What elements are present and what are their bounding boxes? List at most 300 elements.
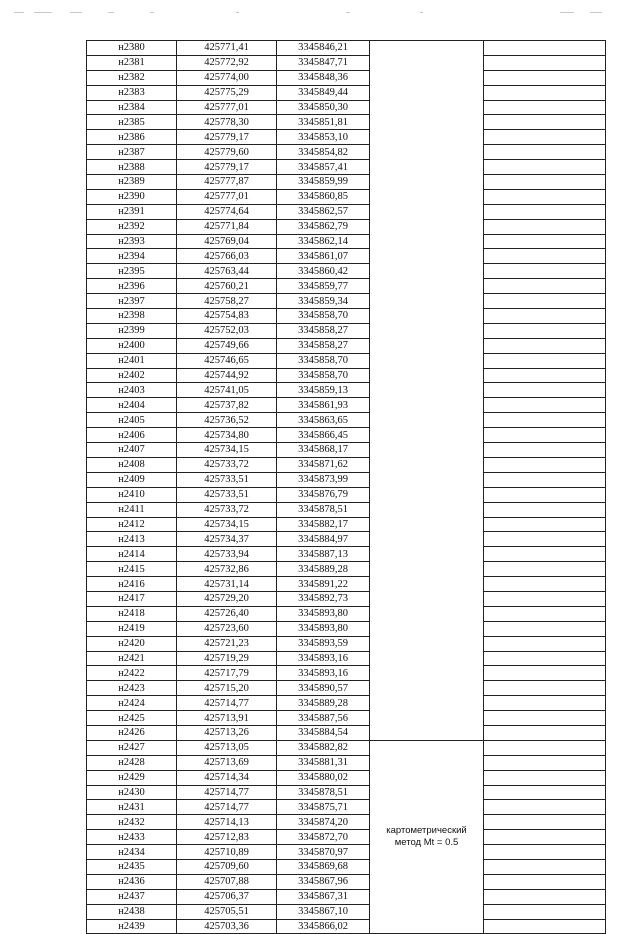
blank-cell: [484, 100, 606, 115]
y-coordinate-cell: 3345853,10: [277, 130, 370, 145]
y-coordinate-cell: 3345890,57: [277, 681, 370, 696]
point-id-cell: н2415: [87, 562, 177, 577]
x-coordinate-cell: 425774,00: [177, 70, 277, 85]
y-coordinate-cell: 3345866,45: [277, 428, 370, 443]
x-coordinate-cell: 425734,15: [177, 517, 277, 532]
table-row: [87, 606, 606, 621]
coordinates-table-body: [87, 41, 606, 934]
blank-cell: [484, 815, 606, 830]
y-coordinate-cell: 3345850,30: [277, 100, 370, 115]
blank-cell: [484, 577, 606, 592]
blank-cell: [484, 651, 606, 666]
blank-cell: [484, 845, 606, 860]
point-id-cell: н2394: [87, 249, 177, 264]
table-row: [87, 621, 606, 636]
point-id-cell: н2407: [87, 443, 177, 458]
table-row: [87, 323, 606, 338]
blank-cell: [484, 874, 606, 889]
point-id-cell: н2423: [87, 681, 177, 696]
y-coordinate-cell: 3345861,07: [277, 249, 370, 264]
point-id-cell: н2429: [87, 770, 177, 785]
blank-cell: [484, 859, 606, 874]
y-coordinate-cell: 3345878,51: [277, 502, 370, 517]
blank-cell: [484, 204, 606, 219]
blank-cell: [484, 353, 606, 368]
y-coordinate-cell: 3345884,97: [277, 532, 370, 547]
point-id-cell: н2420: [87, 636, 177, 651]
y-coordinate-cell: 3345847,71: [277, 55, 370, 70]
y-coordinate-cell: 3345854,82: [277, 145, 370, 160]
point-id-cell: н2434: [87, 845, 177, 860]
point-id-cell: н2398: [87, 309, 177, 324]
x-coordinate-cell: 425772,92: [177, 55, 277, 70]
point-id-cell: н2387: [87, 145, 177, 160]
table-row: [87, 711, 606, 726]
point-id-cell: н2399: [87, 323, 177, 338]
y-coordinate-cell: 3345893,16: [277, 666, 370, 681]
x-coordinate-cell: 425777,01: [177, 100, 277, 115]
x-coordinate-cell: 425763,44: [177, 264, 277, 279]
blank-cell: [484, 785, 606, 800]
x-coordinate-cell: 425712,83: [177, 830, 277, 845]
x-coordinate-cell: 425777,01: [177, 189, 277, 204]
y-coordinate-cell: 3345872,70: [277, 830, 370, 845]
x-coordinate-cell: 425737,82: [177, 398, 277, 413]
table-row: [87, 55, 606, 70]
table-row: [87, 845, 606, 860]
point-id-cell: н2436: [87, 874, 177, 889]
table-row: [87, 859, 606, 874]
x-coordinate-cell: 425736,52: [177, 413, 277, 428]
y-coordinate-cell: 3345893,59: [277, 636, 370, 651]
blank-cell: [484, 800, 606, 815]
point-id-cell: н2392: [87, 219, 177, 234]
point-id-cell: н2409: [87, 472, 177, 487]
point-id-cell: н2410: [87, 487, 177, 502]
blank-cell: [484, 130, 606, 145]
y-coordinate-cell: 3345860,42: [277, 264, 370, 279]
y-coordinate-cell: 3345867,10: [277, 904, 370, 919]
table-row: [87, 666, 606, 681]
blank-cell: [484, 725, 606, 740]
point-id-cell: н2438: [87, 904, 177, 919]
point-id-cell: н2388: [87, 160, 177, 175]
blank-cell: [484, 160, 606, 175]
blank-cell: [484, 249, 606, 264]
table-row: [87, 681, 606, 696]
blank-cell: [484, 234, 606, 249]
table-row: [87, 204, 606, 219]
y-coordinate-cell: 3345874,20: [277, 815, 370, 830]
x-coordinate-cell: 425741,05: [177, 383, 277, 398]
y-coordinate-cell: 3345871,62: [277, 457, 370, 472]
point-id-cell: н2380: [87, 41, 177, 56]
x-coordinate-cell: 425733,51: [177, 472, 277, 487]
table-row: [87, 189, 606, 204]
y-coordinate-cell: 3345861,93: [277, 398, 370, 413]
x-coordinate-cell: 425715,20: [177, 681, 277, 696]
x-coordinate-cell: 425749,66: [177, 338, 277, 353]
y-coordinate-cell: 3345869,68: [277, 859, 370, 874]
x-coordinate-cell: 425713,26: [177, 725, 277, 740]
blank-cell: [484, 606, 606, 621]
x-coordinate-cell: 425713,69: [177, 755, 277, 770]
table-row: [87, 874, 606, 889]
point-id-cell: н2395: [87, 264, 177, 279]
scan-artifact-strip: [0, 0, 640, 30]
table-row: [87, 294, 606, 309]
point-id-cell: н2413: [87, 532, 177, 547]
y-coordinate-cell: 3345851,81: [277, 115, 370, 130]
y-coordinate-cell: 3345862,79: [277, 219, 370, 234]
table-row: [87, 472, 606, 487]
point-id-cell: н2389: [87, 175, 177, 190]
point-id-cell: н2437: [87, 889, 177, 904]
x-coordinate-cell: 425778,30: [177, 115, 277, 130]
y-coordinate-cell: 3345882,82: [277, 740, 370, 755]
blank-cell: [484, 70, 606, 85]
y-coordinate-cell: 3345884,54: [277, 725, 370, 740]
x-coordinate-cell: 425713,91: [177, 711, 277, 726]
y-coordinate-cell: 3345857,41: [277, 160, 370, 175]
x-coordinate-cell: 425771,84: [177, 219, 277, 234]
table-row: [87, 443, 606, 458]
point-id-cell: н2381: [87, 55, 177, 70]
table-row: [87, 785, 606, 800]
point-id-cell: н2384: [87, 100, 177, 115]
x-coordinate-cell: 425714,13: [177, 815, 277, 830]
x-coordinate-cell: 425729,20: [177, 591, 277, 606]
y-coordinate-cell: 3345858,27: [277, 323, 370, 338]
y-coordinate-cell: 3345880,02: [277, 770, 370, 785]
point-id-cell: н2431: [87, 800, 177, 815]
blank-cell: [484, 189, 606, 204]
x-coordinate-cell: 425779,17: [177, 160, 277, 175]
blank-cell: [484, 145, 606, 160]
y-coordinate-cell: 3345893,80: [277, 606, 370, 621]
coordinates-table: [86, 40, 606, 934]
point-id-cell: н2414: [87, 547, 177, 562]
table-row: [87, 577, 606, 592]
y-coordinate-cell: 3345887,56: [277, 711, 370, 726]
blank-cell: [484, 621, 606, 636]
x-coordinate-cell: 425707,88: [177, 874, 277, 889]
blank-cell: [484, 55, 606, 70]
blank-cell: [484, 264, 606, 279]
method-cell: картометрический метод Mt = 0.5: [370, 740, 484, 934]
point-id-cell: н2439: [87, 919, 177, 934]
blank-cell: [484, 309, 606, 324]
y-coordinate-cell: 3345859,99: [277, 175, 370, 190]
y-coordinate-cell: 3345878,51: [277, 785, 370, 800]
point-id-cell: н2401: [87, 353, 177, 368]
point-id-cell: н2390: [87, 189, 177, 204]
x-coordinate-cell: 425777,87: [177, 175, 277, 190]
table-row: [87, 353, 606, 368]
y-coordinate-cell: 3345892,73: [277, 591, 370, 606]
x-coordinate-cell: 425758,27: [177, 294, 277, 309]
point-id-cell: н2404: [87, 398, 177, 413]
blank-cell: [484, 770, 606, 785]
y-coordinate-cell: 3345876,79: [277, 487, 370, 502]
table-row: [87, 413, 606, 428]
blank-cell: [484, 919, 606, 934]
y-coordinate-cell: 3345870,97: [277, 845, 370, 860]
blank-cell: [484, 294, 606, 309]
x-coordinate-cell: 425734,37: [177, 532, 277, 547]
y-coordinate-cell: 3345893,80: [277, 621, 370, 636]
table-row: [87, 234, 606, 249]
blank-cell: [484, 85, 606, 100]
y-coordinate-cell: 3345893,16: [277, 651, 370, 666]
point-id-cell: н2382: [87, 70, 177, 85]
x-coordinate-cell: 425733,51: [177, 487, 277, 502]
x-coordinate-cell: 425733,94: [177, 547, 277, 562]
point-id-cell: н2419: [87, 621, 177, 636]
point-id-cell: н2405: [87, 413, 177, 428]
table-row: [87, 755, 606, 770]
y-coordinate-cell: 3345873,99: [277, 472, 370, 487]
table-row: [87, 428, 606, 443]
point-id-cell: н2418: [87, 606, 177, 621]
table-row: [87, 696, 606, 711]
point-id-cell: н2406: [87, 428, 177, 443]
table-row: [87, 562, 606, 577]
table-row: [87, 591, 606, 606]
x-coordinate-cell: 425710,89: [177, 845, 277, 860]
y-coordinate-cell: 3345846,21: [277, 41, 370, 56]
table-row: [87, 398, 606, 413]
point-id-cell: н2397: [87, 294, 177, 309]
table-row: [87, 904, 606, 919]
point-id-cell: н2426: [87, 725, 177, 740]
blank-cell: [484, 323, 606, 338]
table-row: [87, 145, 606, 160]
x-coordinate-cell: 425734,15: [177, 443, 277, 458]
table-row: [87, 309, 606, 324]
y-coordinate-cell: 3345867,31: [277, 889, 370, 904]
x-coordinate-cell: 425774,64: [177, 204, 277, 219]
x-coordinate-cell: 425731,14: [177, 577, 277, 592]
blank-cell: [484, 472, 606, 487]
table-row: [87, 279, 606, 294]
blank-cell: [484, 830, 606, 845]
point-id-cell: н2385: [87, 115, 177, 130]
table-row: [87, 219, 606, 234]
table-row: [87, 919, 606, 934]
y-coordinate-cell: 3345862,14: [277, 234, 370, 249]
blank-cell: [484, 279, 606, 294]
blank-cell: [484, 681, 606, 696]
blank-cell: [484, 502, 606, 517]
table-row: [87, 517, 606, 532]
x-coordinate-cell: 425726,40: [177, 606, 277, 621]
y-coordinate-cell: 3345848,36: [277, 70, 370, 85]
y-coordinate-cell: 3345866,02: [277, 919, 370, 934]
blank-cell: [484, 532, 606, 547]
point-id-cell: н2383: [87, 85, 177, 100]
blank-cell: [484, 711, 606, 726]
table-row: [87, 547, 606, 562]
method-cell-empty: [370, 41, 484, 741]
y-coordinate-cell: 3345849,44: [277, 85, 370, 100]
x-coordinate-cell: 425714,77: [177, 800, 277, 815]
x-coordinate-cell: 425733,72: [177, 457, 277, 472]
table-row: [87, 383, 606, 398]
y-coordinate-cell: 3345889,28: [277, 696, 370, 711]
y-coordinate-cell: 3345875,71: [277, 800, 370, 815]
x-coordinate-cell: 425760,21: [177, 279, 277, 294]
table-row: [87, 502, 606, 517]
y-coordinate-cell: 3345863,65: [277, 413, 370, 428]
x-coordinate-cell: 425779,60: [177, 145, 277, 160]
table-row: [87, 740, 606, 755]
blank-cell: [484, 666, 606, 681]
x-coordinate-cell: 425746,65: [177, 353, 277, 368]
y-coordinate-cell: 3345858,70: [277, 368, 370, 383]
blank-cell: [484, 443, 606, 458]
y-coordinate-cell: 3345881,31: [277, 755, 370, 770]
x-coordinate-cell: 425779,17: [177, 130, 277, 145]
y-coordinate-cell: 3345860,85: [277, 189, 370, 204]
table-row: [87, 636, 606, 651]
y-coordinate-cell: 3345889,28: [277, 562, 370, 577]
point-id-cell: н2421: [87, 651, 177, 666]
blank-cell: [484, 41, 606, 56]
blank-cell: [484, 368, 606, 383]
point-id-cell: н2427: [87, 740, 177, 755]
table-row: [87, 264, 606, 279]
point-id-cell: н2391: [87, 204, 177, 219]
point-id-cell: н2430: [87, 785, 177, 800]
x-coordinate-cell: 425703,36: [177, 919, 277, 934]
table-row: [87, 70, 606, 85]
table-row: [87, 368, 606, 383]
table-row: [87, 115, 606, 130]
point-id-cell: н2425: [87, 711, 177, 726]
point-id-cell: н2428: [87, 755, 177, 770]
table-row: [87, 85, 606, 100]
x-coordinate-cell: 425721,23: [177, 636, 277, 651]
table-row: [87, 800, 606, 815]
y-coordinate-cell: 3345858,70: [277, 309, 370, 324]
point-id-cell: н2400: [87, 338, 177, 353]
blank-cell: [484, 755, 606, 770]
x-coordinate-cell: 425769,04: [177, 234, 277, 249]
point-id-cell: н2424: [87, 696, 177, 711]
x-coordinate-cell: 425744,92: [177, 368, 277, 383]
point-id-cell: н2403: [87, 383, 177, 398]
table-row: [87, 130, 606, 145]
point-id-cell: н2411: [87, 502, 177, 517]
x-coordinate-cell: 425706,37: [177, 889, 277, 904]
blank-cell: [484, 696, 606, 711]
point-id-cell: н2412: [87, 517, 177, 532]
table-row: [87, 770, 606, 785]
blank-cell: [484, 338, 606, 353]
blank-cell: [484, 383, 606, 398]
y-coordinate-cell: 3345859,34: [277, 294, 370, 309]
point-id-cell: н2396: [87, 279, 177, 294]
point-id-cell: н2435: [87, 859, 177, 874]
table-row: [87, 487, 606, 502]
table-row: [87, 830, 606, 845]
x-coordinate-cell: 425714,77: [177, 696, 277, 711]
x-coordinate-cell: 425723,60: [177, 621, 277, 636]
x-coordinate-cell: 425705,51: [177, 904, 277, 919]
blank-cell: [484, 517, 606, 532]
table-row: [87, 725, 606, 740]
blank-cell: [484, 547, 606, 562]
x-coordinate-cell: 425754,83: [177, 309, 277, 324]
blank-cell: [484, 487, 606, 502]
x-coordinate-cell: 425752,03: [177, 323, 277, 338]
table-row: [87, 100, 606, 115]
point-id-cell: н2408: [87, 457, 177, 472]
point-id-cell: н2417: [87, 591, 177, 606]
x-coordinate-cell: 425734,80: [177, 428, 277, 443]
y-coordinate-cell: 3345858,70: [277, 353, 370, 368]
point-id-cell: н2432: [87, 815, 177, 830]
x-coordinate-cell: 425714,34: [177, 770, 277, 785]
y-coordinate-cell: 3345859,13: [277, 383, 370, 398]
blank-cell: [484, 413, 606, 428]
y-coordinate-cell: 3345859,77: [277, 279, 370, 294]
blank-cell: [484, 428, 606, 443]
table-row: [87, 889, 606, 904]
blank-cell: [484, 457, 606, 472]
blank-cell: [484, 740, 606, 755]
table-row: [87, 249, 606, 264]
table-row: [87, 815, 606, 830]
blank-cell: [484, 904, 606, 919]
point-id-cell: н2422: [87, 666, 177, 681]
x-coordinate-cell: 425766,03: [177, 249, 277, 264]
blank-cell: [484, 889, 606, 904]
point-id-cell: н2416: [87, 577, 177, 592]
x-coordinate-cell: 425709,60: [177, 859, 277, 874]
x-coordinate-cell: 425771,41: [177, 41, 277, 56]
x-coordinate-cell: 425732,86: [177, 562, 277, 577]
x-coordinate-cell: 425733,72: [177, 502, 277, 517]
x-coordinate-cell: 425719,29: [177, 651, 277, 666]
point-id-cell: н2386: [87, 130, 177, 145]
table-row: [87, 457, 606, 472]
blank-cell: [484, 115, 606, 130]
y-coordinate-cell: 3345868,17: [277, 443, 370, 458]
table-row: [87, 175, 606, 190]
x-coordinate-cell: 425775,29: [177, 85, 277, 100]
table-row: [87, 338, 606, 353]
point-id-cell: н2393: [87, 234, 177, 249]
blank-cell: [484, 636, 606, 651]
point-id-cell: н2433: [87, 830, 177, 845]
x-coordinate-cell: 425713,05: [177, 740, 277, 755]
y-coordinate-cell: 3345891,22: [277, 577, 370, 592]
blank-cell: [484, 175, 606, 190]
blank-cell: [484, 591, 606, 606]
y-coordinate-cell: 3345887,13: [277, 547, 370, 562]
y-coordinate-cell: 3345882,17: [277, 517, 370, 532]
x-coordinate-cell: 425714,77: [177, 785, 277, 800]
y-coordinate-cell: 3345867,96: [277, 874, 370, 889]
blank-cell: [484, 562, 606, 577]
blank-cell: [484, 398, 606, 413]
table-row: [87, 651, 606, 666]
y-coordinate-cell: 3345862,57: [277, 204, 370, 219]
table-row: [87, 41, 606, 56]
y-coordinate-cell: 3345858,27: [277, 338, 370, 353]
